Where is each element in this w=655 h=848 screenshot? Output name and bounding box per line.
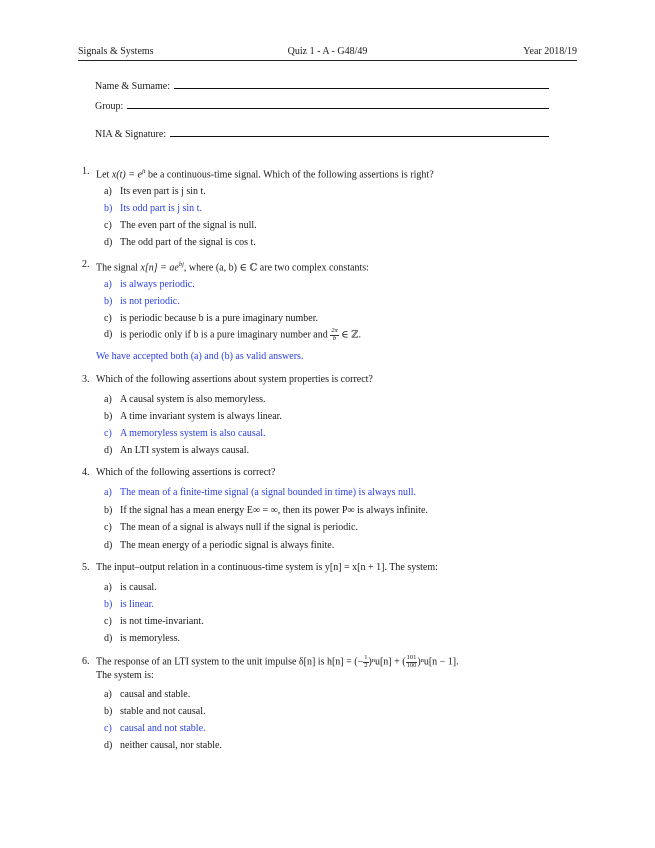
option-text: is memoryless. xyxy=(120,633,180,644)
option-letter: a) xyxy=(104,487,112,498)
fraction-denominator: b xyxy=(332,334,337,342)
fraction xyxy=(330,328,339,342)
q6-option-b xyxy=(104,706,206,717)
option-text: The odd part of the signal is cos t. xyxy=(120,237,256,248)
option-letter: d) xyxy=(104,540,113,551)
question-text xyxy=(96,165,555,181)
option-letter: c) xyxy=(104,723,112,734)
question-text-part: , where (a, b) ∈ ℂ are two complex constants: xyxy=(183,262,369,274)
q3-option-b xyxy=(104,411,282,422)
q6-option-a xyxy=(104,689,190,700)
question-4 xyxy=(82,466,555,479)
q2-option-b-correct xyxy=(104,296,180,307)
option-text: Its even part is j sin t. xyxy=(120,186,206,197)
option-text: The mean energy of a periodic signal is always finite. xyxy=(120,540,335,551)
question-5 xyxy=(82,561,555,574)
grading-note: We have accepted both (a) and (b) as valid answers. xyxy=(96,351,304,362)
math-exponent: bj xyxy=(178,261,184,268)
course-title: Signals & Systems xyxy=(78,46,154,57)
option-text: An LTI system is always causal. xyxy=(120,445,250,456)
option-letter: c) xyxy=(104,220,112,231)
question-number: 2. xyxy=(82,259,90,270)
option-text: is causal. xyxy=(120,582,157,593)
question-text-part: be a continuous-time signal. Which of the following assertions is right? xyxy=(148,169,434,181)
question-1 xyxy=(82,165,555,181)
question-number: 3. xyxy=(82,374,90,385)
option-text: The mean of a finite-time signal (a signal bounded in time) is always null. xyxy=(120,487,417,498)
option-letter: d) xyxy=(104,329,113,341)
option-text: stable and not causal. xyxy=(120,706,206,717)
question-text xyxy=(96,258,555,274)
q3-option-c-correct xyxy=(104,428,266,439)
q3-option-d xyxy=(104,445,249,456)
q1-option-d xyxy=(104,237,256,248)
group-label: Group: xyxy=(95,101,124,112)
fraction-numerator: 101 xyxy=(406,654,417,661)
option-letter: b) xyxy=(104,296,113,307)
option-text: is periodic only if b is a pure imaginary number and xyxy=(120,329,328,341)
fraction-denominator: 2 xyxy=(364,661,368,669)
option-text: is always periodic. xyxy=(120,279,195,290)
option-letter: a) xyxy=(104,279,112,290)
q4-option-d xyxy=(104,540,334,551)
name-line[interactable] xyxy=(174,88,549,89)
option-text: causal and stable. xyxy=(120,689,191,700)
q2-option-d xyxy=(104,328,361,342)
question-text: The input–output relation in a continuous-time system is y[n] = x[n + 1]. The system: xyxy=(96,562,438,573)
nia-line[interactable] xyxy=(170,136,549,137)
page-header xyxy=(78,46,577,60)
fraction xyxy=(406,655,418,669)
option-letter: b) xyxy=(104,203,113,214)
question-text: Which of the following assertions is correct? xyxy=(96,467,276,478)
math-exponent: jt xyxy=(141,168,146,175)
group-line[interactable] xyxy=(127,108,549,109)
fraction-numerator: 1 xyxy=(364,654,368,661)
question-text-part: The signal xyxy=(96,262,138,274)
option-text: A time invariant system is always linear. xyxy=(120,411,282,422)
academic-year: Year 2018/19 xyxy=(523,46,577,57)
option-letter: a) xyxy=(104,582,112,593)
option-letter: c) xyxy=(104,522,112,533)
q2-option-a-correct xyxy=(104,279,195,290)
option-text: The mean of a signal is always null if the signal is periodic. xyxy=(120,522,358,533)
q6-option-d xyxy=(104,740,222,751)
option-text: is periodic because b is a pure imaginary number. xyxy=(120,313,318,324)
q4-option-a-correct xyxy=(104,487,416,498)
option-letter: b) xyxy=(104,505,113,516)
option-text: causal and not stable. xyxy=(120,723,206,734)
option-letter: d) xyxy=(104,445,113,456)
q3-option-a xyxy=(104,394,266,405)
question-text-part: )ⁿu[n − 1]. xyxy=(417,656,459,668)
fraction-denominator: 100 xyxy=(406,661,417,669)
option-text: is not periodic. xyxy=(120,296,180,307)
option-letter: a) xyxy=(104,394,112,405)
question-text xyxy=(96,655,555,682)
option-letter: b) xyxy=(104,411,113,422)
option-text: is not time-invariant. xyxy=(120,616,204,627)
question-text-part: The system is: xyxy=(96,670,154,681)
q5-option-b-correct xyxy=(104,599,154,610)
question-number: 1. xyxy=(82,166,90,177)
q5-option-a xyxy=(104,582,157,593)
q2-option-c xyxy=(104,313,318,324)
fraction-numerator: 2π xyxy=(331,327,338,334)
question-text: Which of the following assertions about system properties is correct? xyxy=(96,374,373,385)
name-label: Name & Surname: xyxy=(95,81,170,92)
option-text: Its odd part is j sin t. xyxy=(120,203,202,214)
option-letter: c) xyxy=(104,428,112,439)
nia-signature-field[interactable] xyxy=(95,126,549,140)
option-letter: d) xyxy=(104,237,113,248)
math-expression: x[n] = ae xyxy=(140,262,179,274)
option-text: The even part of the signal is null. xyxy=(120,220,257,231)
option-letter: d) xyxy=(104,740,113,751)
math-expression: x(t) = e xyxy=(111,169,142,181)
q4-option-b xyxy=(104,505,428,516)
group-field[interactable] xyxy=(95,98,549,112)
question-number: 6. xyxy=(82,656,90,667)
option-letter: d) xyxy=(104,633,113,644)
q6-option-c-correct xyxy=(104,723,206,734)
option-text-tail: ∈ ℤ. xyxy=(341,329,361,341)
nia-label: NIA & Signature: xyxy=(95,129,167,140)
question-2 xyxy=(82,258,555,274)
q5-option-c xyxy=(104,616,204,627)
option-letter: c) xyxy=(104,313,112,324)
option-letter: b) xyxy=(104,706,113,717)
option-letter: c) xyxy=(104,616,112,627)
question-3 xyxy=(82,373,555,386)
question-text-part: )ⁿu[n] + ( xyxy=(368,656,406,668)
option-letter: a) xyxy=(104,689,112,700)
q5-option-d xyxy=(104,633,180,644)
quiz-title: Quiz 1 - A - G48/49 xyxy=(287,46,368,57)
question-number: 4. xyxy=(82,467,90,478)
q1-option-b-correct xyxy=(104,203,202,214)
option-letter: a) xyxy=(104,186,112,197)
question-text-part: The response of an LTI system to the unit impulse δ[n] is h[n] = (− xyxy=(96,656,364,668)
option-text: A causal system is also memoryless. xyxy=(120,394,266,405)
question-6 xyxy=(82,655,555,682)
header-rule xyxy=(78,60,577,61)
option-text: neither causal, nor stable. xyxy=(120,740,222,751)
question-text-part: Let xyxy=(96,169,110,181)
q1-option-c xyxy=(104,220,257,231)
name-field[interactable] xyxy=(95,78,549,92)
q4-option-c xyxy=(104,522,358,533)
option-text: If the signal has a mean energy E∞ = ∞, then its power P∞ is always infinite. xyxy=(120,505,428,516)
q1-option-a xyxy=(104,186,206,197)
question-number: 5. xyxy=(82,562,90,573)
option-letter: b) xyxy=(104,599,113,610)
option-text: is linear. xyxy=(120,599,154,610)
option-text: A memoryless system is also causal. xyxy=(120,428,266,439)
